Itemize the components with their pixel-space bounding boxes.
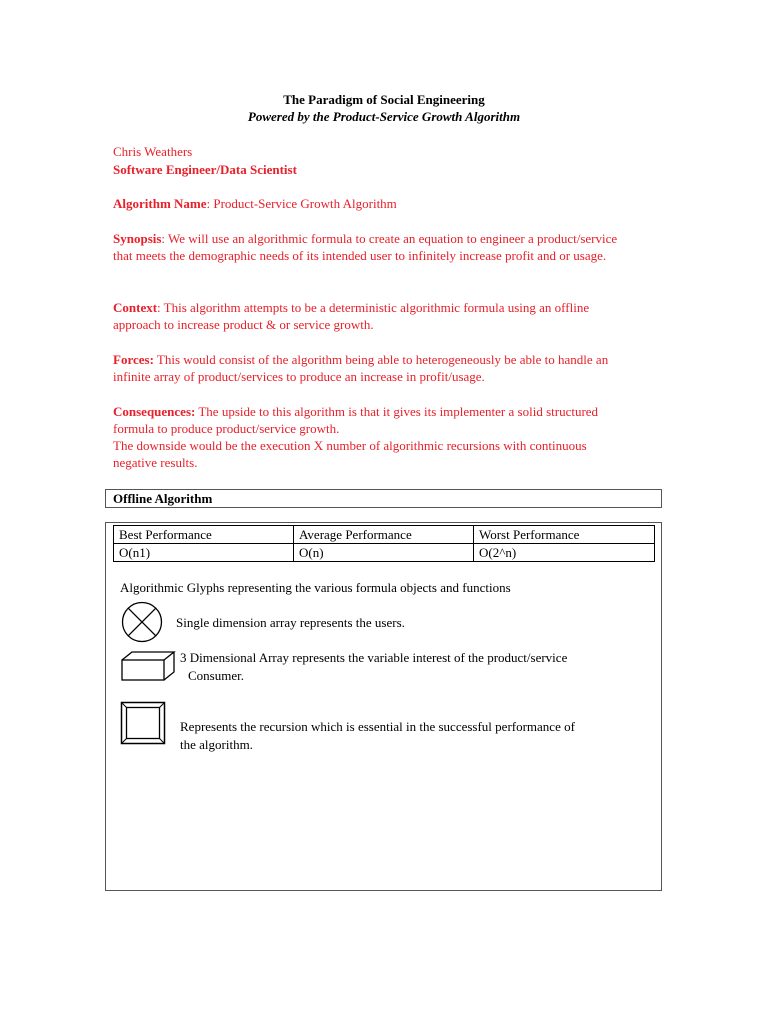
offline-algorithm-box: [105, 489, 662, 508]
table-header-cell: Worst Performance: [474, 526, 655, 544]
synopsis-label: Synopsis: [113, 231, 162, 246]
3d-box-icon: [120, 650, 176, 682]
double-square-icon: [120, 701, 167, 745]
table-cell: O(2^n): [474, 544, 655, 562]
offline-algorithm-heading: Offline Algorithm: [113, 491, 213, 506]
consequences-text: The upside to this algorithm is that it gives its implementer a solid structured formula to produce product/service growth.: [113, 404, 599, 436]
algorithm-name: [113, 195, 633, 212]
glyph-text-3d-array: 3 Dimensional Array represents the variable interest of the product/service: [180, 650, 568, 665]
table-header-cell: Best Performance: [114, 526, 294, 544]
synopsis-text: : We will use an algorithmic formula to create an equation to engineer a product/service that meets the demographic needs of its intended user to infinitely increase profit and or usage.: [113, 231, 618, 263]
forces-label: Forces:: [113, 352, 154, 367]
glyph-text-recursion-2: the algorithm.: [180, 737, 253, 752]
algorithm-name-label: Algorithm Name: [113, 196, 207, 211]
performance-table: [113, 525, 655, 562]
glyphs-intro: Algorithmic Glyphs representing the various formula objects and functions: [120, 580, 511, 595]
author-name: Chris Weathers: [113, 144, 193, 159]
glyph-text-recursion: Represents the recursion which is essential in the successful performance of: [180, 719, 575, 734]
table-row: [114, 544, 655, 562]
table-cell: O(n): [294, 544, 474, 562]
consequences-label: Consequences:: [113, 404, 196, 419]
context-paragraph: [113, 299, 633, 333]
context-text: : This algorithm attempts to be a deterministic algorithmic formula using an offline approach to increase product & or service growth.: [113, 300, 590, 332]
document-subtitle: Powered by the Product-Service Growth Algorithm: [247, 109, 521, 124]
forces-paragraph: [113, 351, 633, 385]
circle-x-icon: [121, 600, 165, 644]
consequences-paragraph: [113, 403, 633, 471]
glyph-text-users: Single dimension array represents the users.: [176, 615, 405, 630]
context-label: Context: [113, 300, 158, 315]
table-cell: O(n1): [114, 544, 294, 562]
consequences-text-2: The downside would be the execution X number of algorithmic recursions with continuous negative results.: [113, 438, 587, 470]
table-header-cell: Average Performance: [294, 526, 474, 544]
synopsis-paragraph: [113, 230, 633, 264]
document-title: The Paradigm of Social Engineering: [283, 92, 485, 107]
table-header-row: [114, 526, 655, 544]
author-role: Software Engineer/Data Scientist: [113, 162, 297, 177]
forces-text: This would consist of the algorithm being able to heterogeneously be able to handle an infinite array of product/services to produce an increase in profit/usage.: [113, 352, 609, 384]
algorithm-name-text: : Product-Service Growth Algorithm: [206, 196, 397, 211]
glyph-text-3d-array-2: Consumer.: [188, 668, 244, 683]
algorithm-details-box: [105, 522, 662, 891]
